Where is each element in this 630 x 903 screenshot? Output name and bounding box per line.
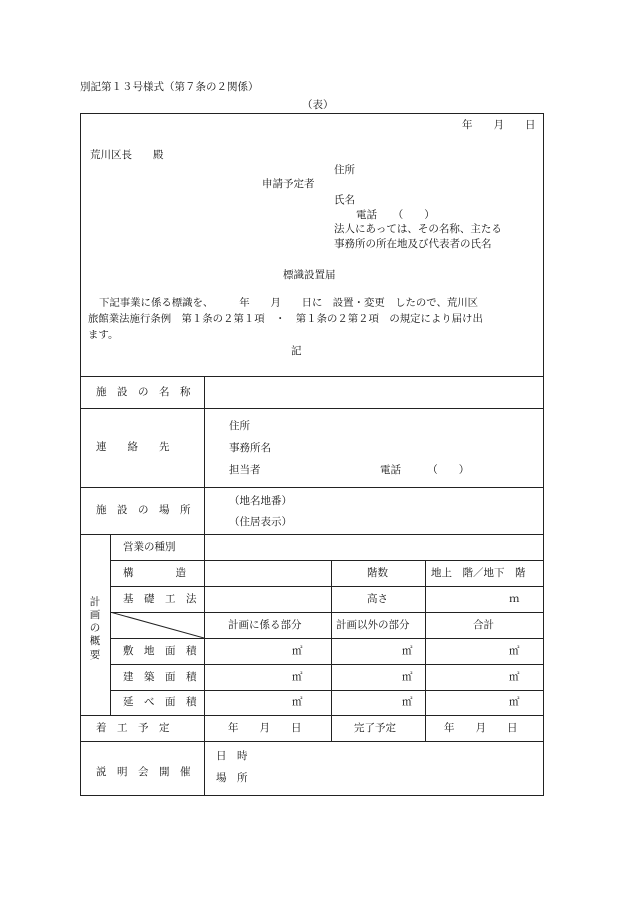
building-area-other-field[interactable] xyxy=(333,666,399,688)
col-plan-header: 計画に係る部分 xyxy=(228,619,302,631)
start-label: 着 工 予 定 xyxy=(96,722,170,734)
corp-note-2: 事務所の所在地及び代表者の氏名 xyxy=(334,238,492,250)
applicant-label: 申請予定者 xyxy=(262,178,315,190)
start-date-field[interactable] xyxy=(206,717,329,739)
completion-label: 完了予定 xyxy=(354,722,396,734)
vrule-mid2-b xyxy=(425,612,426,715)
vrule-plan xyxy=(110,534,111,715)
briefing-label: 説 明 会 開 催 xyxy=(96,766,191,778)
site-area-other-unit: ㎡ xyxy=(402,645,413,657)
applicant-phone: 電話 （ ） xyxy=(356,209,435,221)
vrule-label xyxy=(204,376,205,796)
rule-6 xyxy=(110,612,544,613)
height-unit: ｍ xyxy=(509,593,520,605)
site-area-total-unit: ㎡ xyxy=(509,645,520,657)
location-residence-field[interactable] xyxy=(300,513,535,529)
building-area-label: 建 築 面 積 xyxy=(123,671,197,683)
rule-7 xyxy=(110,638,544,639)
floor-area-total-field[interactable] xyxy=(427,692,507,713)
floor-area-plan-unit: ㎡ xyxy=(292,696,303,708)
applicant-address-label: 住所 xyxy=(334,164,355,176)
facility-name-label: 施 設 の 名 称 xyxy=(96,386,191,398)
rule-4 xyxy=(110,560,544,561)
col-other-header: 計画以外の部分 xyxy=(336,619,410,631)
structure-field[interactable] xyxy=(206,562,329,584)
floors-field[interactable] xyxy=(427,562,542,584)
rule-1 xyxy=(80,408,544,409)
applicant-phone-field[interactable] xyxy=(390,206,450,222)
height-label: 高さ xyxy=(367,593,388,605)
site-area-other-field[interactable] xyxy=(333,640,399,662)
location-lot-field[interactable] xyxy=(300,492,535,508)
contact-address-field[interactable] xyxy=(260,417,535,433)
completion-date: 年 月 日 xyxy=(444,722,518,734)
building-area-other-unit: ㎡ xyxy=(402,671,413,683)
building-area-total-unit: ㎡ xyxy=(509,671,520,683)
date-field[interactable] xyxy=(455,116,540,132)
foundation-field[interactable] xyxy=(206,588,329,610)
start-date: 年 月 日 xyxy=(228,722,302,734)
applicant-address-field[interactable] xyxy=(360,161,535,177)
rule-5 xyxy=(110,586,544,587)
vrule-schedule-1 xyxy=(331,715,332,741)
rule-9 xyxy=(110,690,544,691)
business-type-label: 営業の種別 xyxy=(123,541,176,553)
completion-date-field[interactable] xyxy=(427,717,542,739)
applicant-name-label: 氏名 xyxy=(334,194,355,206)
site-area-plan-field[interactable] xyxy=(206,640,290,662)
contact-office-label: 事務所名 xyxy=(229,442,271,454)
floor-area-total-unit: ㎡ xyxy=(509,696,520,708)
briefing-datetime-label: 日 時 xyxy=(216,750,248,762)
date-line: 年 月 日 xyxy=(462,119,536,131)
rule-2 xyxy=(80,487,544,488)
site-area-total-field[interactable] xyxy=(427,640,507,662)
building-area-plan-field[interactable] xyxy=(206,666,290,688)
contact-address-label: 住所 xyxy=(229,420,250,432)
site-area-label: 敷 地 面 積 xyxy=(123,645,197,657)
rule-top-section xyxy=(80,376,544,377)
rule-8 xyxy=(110,664,544,665)
rule-10 xyxy=(80,715,544,716)
location-lot-label: （地名地番） xyxy=(229,495,292,507)
foundation-label: 基 礎 工 法 xyxy=(123,593,197,605)
side-label: （表） xyxy=(302,99,334,111)
floor-area-label: 延 べ 面 積 xyxy=(123,696,197,708)
contact-phone-label: 電話 （ ） xyxy=(380,464,470,476)
briefing-place-field[interactable] xyxy=(250,769,535,785)
vrule-mid2-a xyxy=(425,560,426,612)
form-title: 標識設置届 xyxy=(283,269,336,281)
facility-name-field[interactable] xyxy=(206,378,542,406)
vrule-mid1-b xyxy=(331,612,332,715)
location-residence-label: （住居表示） xyxy=(229,516,292,528)
rule-3 xyxy=(80,534,544,535)
body-line-3: ます。 xyxy=(88,329,119,341)
body-line-2: 旅館業法施行条例 第１条の２第１項 ・ 第１条の２第２項 の規定により届け出 xyxy=(88,313,483,325)
floor-area-plan-field[interactable] xyxy=(206,692,290,713)
floors-value: 地上 階／地下 階 xyxy=(431,567,526,579)
addressee: 荒川区長 殿 xyxy=(90,149,164,161)
plan-outline-label: 計画の概要 xyxy=(89,596,101,661)
vrule-schedule-2 xyxy=(425,715,426,741)
business-type-field[interactable] xyxy=(206,536,542,558)
vrule-mid1-a xyxy=(331,560,332,612)
contact-office-field[interactable] xyxy=(280,439,535,455)
briefing-datetime-field[interactable] xyxy=(250,747,535,763)
contact-phone-field[interactable] xyxy=(410,461,535,477)
building-area-plan-unit: ㎡ xyxy=(292,671,303,683)
col-total-header: 合計 xyxy=(473,619,494,631)
body-line-1: 下記事業に係る標識を、 年 月 日に 設置・変更 したので、荒川区 xyxy=(99,297,479,309)
floor-area-other-unit: ㎡ xyxy=(402,696,413,708)
location-label: 施 設 の 場 所 xyxy=(96,504,191,516)
contact-person-field[interactable] xyxy=(270,461,370,477)
structure-label: 構 造 xyxy=(123,567,186,579)
floors-label: 階数 xyxy=(367,567,388,579)
briefing-place-label: 場 所 xyxy=(216,772,248,784)
corp-note-1: 法人にあっては、その名称、主たる xyxy=(334,223,502,235)
height-field[interactable] xyxy=(427,588,505,610)
building-area-total-field[interactable] xyxy=(427,666,507,688)
floor-area-other-field[interactable] xyxy=(333,692,399,713)
contact-person-label: 担当者 xyxy=(229,464,261,476)
ki-label: 記 xyxy=(291,345,302,357)
applicant-name-field[interactable] xyxy=(360,191,535,207)
rule-11 xyxy=(80,741,544,742)
form-number: 別記第１３号様式（第７条の２関係） xyxy=(80,81,259,93)
site-area-plan-unit: ㎡ xyxy=(292,645,303,657)
contact-label: 連 絡 先 xyxy=(96,441,170,453)
